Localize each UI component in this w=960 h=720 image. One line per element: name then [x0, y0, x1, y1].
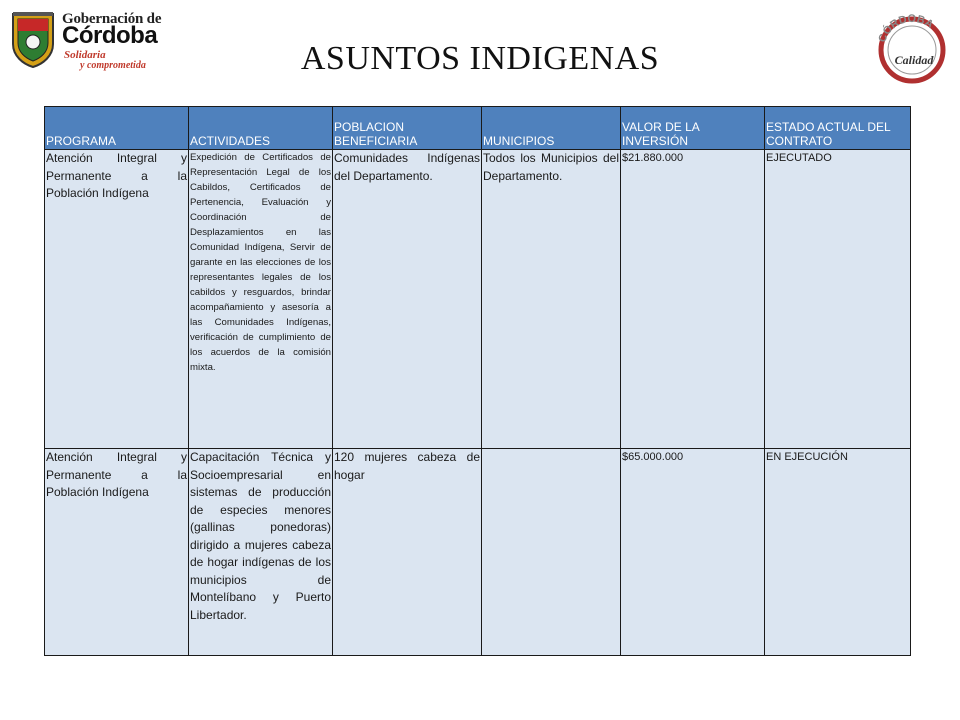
- seal-arc-text: CÓRDOBA: [876, 12, 936, 45]
- cell-estado: EJECUTADO: [765, 150, 911, 449]
- column-header-programa: PROGRAMA: [45, 107, 189, 150]
- cell-programa: Atención Integral y Permanente a la Población Indígena: [45, 150, 189, 449]
- cell-valor: $21.880.000: [621, 150, 765, 449]
- logo-slogan-1: Solidaria: [64, 49, 106, 61]
- cell-poblacion: 120 mujeres cabeza de hogar: [333, 449, 482, 656]
- column-header-actividades: ACTIVIDADES: [189, 107, 333, 150]
- cell-poblacion: Comunidades Indígenas del Departamento.: [333, 150, 482, 449]
- logo-line-2: Córdoba: [62, 22, 158, 49]
- quality-seal-icon: [872, 12, 952, 84]
- column-header-poblacion: POBLACION BENEFICIARIA: [333, 107, 482, 150]
- table-row: [45, 150, 911, 449]
- column-header-municipios: MUNICIPIOS: [482, 107, 621, 150]
- page-title: ASUNTOS INDIGENAS: [300, 40, 660, 77]
- logo-line-1: Gobernación de: [62, 11, 162, 27]
- cell-programa: Atención Integral y Permanente a la Población Indígena: [45, 449, 189, 656]
- logo-slogan-2: y comprometida: [80, 60, 146, 71]
- table-header-row: [45, 107, 911, 150]
- cell-valor: $65.000.000: [621, 449, 765, 656]
- column-header-estado: ESTADO ACTUAL DEL CONTRATO: [765, 107, 911, 150]
- column-header-valor: VALOR DE LA INVERSIÓN: [621, 107, 765, 150]
- cell-actividades: Expedición de Certificados de Representación Legal de los Cabildos, Certificados de Pertenencia, Evaluación y Coordinación de Desplazamientos en las Comunidad Indígena, Servir de garante en las elecciones de los representantes legales de los cabildos y resguardos, brindar acompañamiento y asesoría a las Comunidades Indígenas, verificación de cumplimiento de los acuerdos de la comisión mixta.: [189, 150, 333, 449]
- seal-script-text: Calidad: [894, 53, 934, 67]
- cell-municipios: Todos los Municipios del Departamento.: [482, 150, 621, 449]
- cell-estado: EN EJECUCIÓN: [765, 449, 911, 656]
- cell-actividades: Capacitación Técnica y Socioempresarial en sistemas de producción de especies menores (gallinas ponedoras) dirigido a mujeres cabeza de hogar indígenas de los municipios de Montelíbano y Puerto Libertador.: [189, 449, 333, 656]
- table-row: [45, 449, 911, 656]
- contracts-table: [44, 106, 911, 656]
- cell-municipios: [482, 449, 621, 656]
